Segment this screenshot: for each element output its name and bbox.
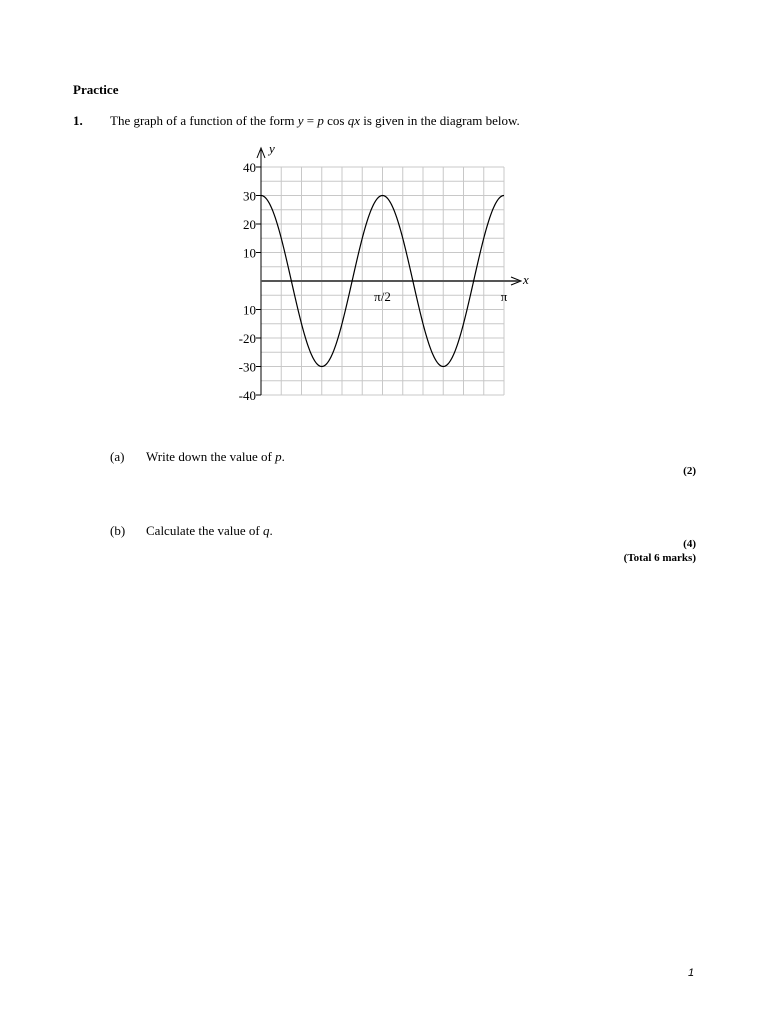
part-b-variable: q [262, 523, 270, 538]
formula-qx: qx [347, 113, 360, 128]
part-b-label: (b) [110, 523, 126, 538]
formula-cos: cos [323, 113, 348, 128]
part-b-text-before: Calculate the value of [146, 523, 263, 538]
formula-equals: = [303, 113, 318, 128]
question-text-after: is given in the diagram below. [359, 113, 520, 128]
y-tick-label: 10 [243, 245, 256, 261]
question-text-before: The graph of a function of the form [110, 113, 298, 128]
x-axis-label: x [523, 272, 529, 287]
y-tick-label: 40 [243, 160, 256, 175]
part-b-text [146, 523, 273, 539]
question-number: 1. [73, 113, 83, 128]
part-a-text-after: . [281, 449, 285, 464]
y-axis-label: y [269, 141, 275, 156]
y-tick-labels [239, 160, 261, 403]
y-tick-label: -20 [238, 331, 256, 346]
page-number: 1 [688, 967, 695, 979]
formula-y: y [297, 113, 304, 128]
part-b-marks: (4) [683, 538, 696, 550]
total-marks: (Total 6 marks) [623, 552, 696, 564]
x-tick-label: π [500, 289, 508, 304]
cosine-graph [225, 140, 545, 410]
y-tick-label: -40 [238, 388, 256, 403]
x-tick-labels [374, 289, 508, 304]
part-a-text [146, 449, 285, 465]
part-a-variable: p [275, 449, 282, 464]
y-tick-label: 10 [243, 302, 256, 318]
y-tick-label: 20 [243, 217, 256, 232]
y-tick-label: -30 [238, 359, 256, 375]
part-a-text-before: Write down the value of [146, 449, 276, 464]
part-b-text-after: . [269, 523, 273, 538]
y-tick-label: 30 [243, 188, 256, 204]
formula-p: p [317, 113, 324, 128]
part-a-label: (a) [110, 449, 125, 464]
part-a-marks: (2) [683, 465, 696, 477]
section-heading: Practice [73, 82, 119, 97]
x-tick-label: π/2 [374, 289, 391, 304]
question-text [110, 113, 520, 129]
